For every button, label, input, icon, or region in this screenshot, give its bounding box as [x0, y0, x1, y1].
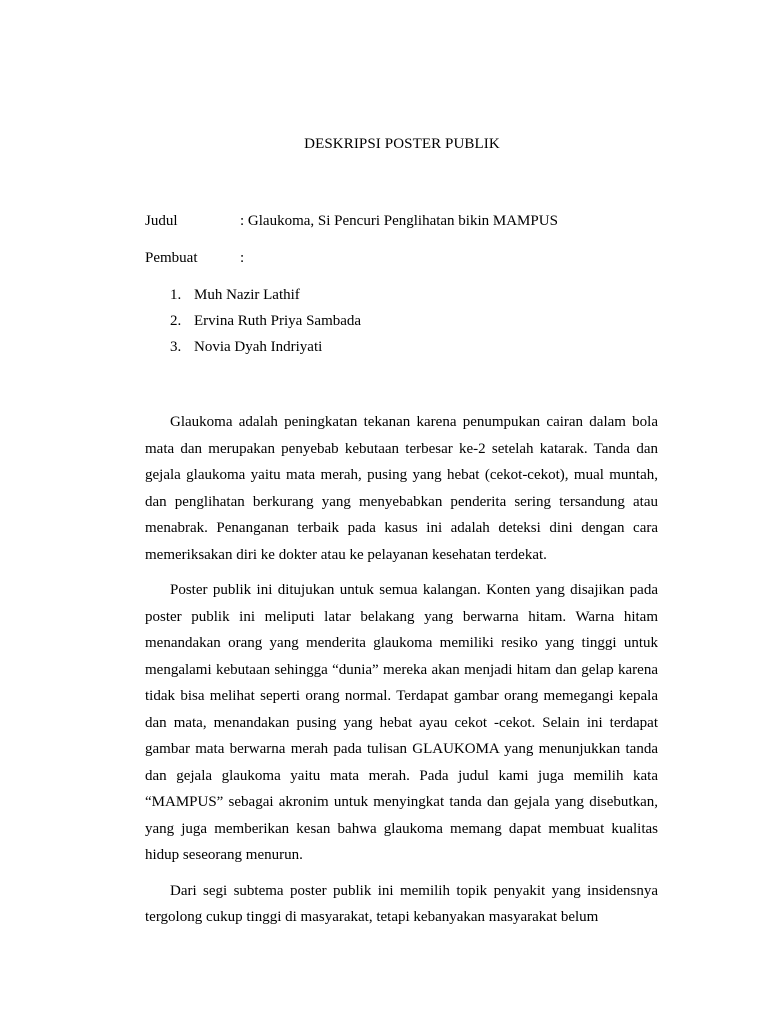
creator-list — [170, 285, 361, 363]
paragraph: Poster publik ini ditujukan untuk semua kalangan. Konten yang disajikan pada poster publik ini meliputi latar belakang yang berwarna hitam. Warna hitam menandakan orang yang menderita glaukoma memiliki resiko yang tinggi untuk mengalami kebutaan sehingga “dunia” mereka akan menjadi hitam dan gelap karena tidak bisa melihat seperti orang normal. Terdapat gambar orang memegangi kepala dan mata, menandakan pusing yang hebat ayau cekot -cekot. Selain ini terdapat gambar mata berwarna merah pada tulisan GLAUKOMA yang menunjukkan tanda dan gejala glaukoma yaitu mata merah. Pada judul kami juga memilih kata “MAMPUS” sebagai akronim untuk menyingkat tanda dan gejala yang disebutkan, yang juga memberikan kesan bahwa glaukoma memang dapat membuat kualitas hidup seseorang menurun. — [145, 582, 658, 863]
creator-name: Muh Nazir Lathif — [194, 287, 300, 303]
paragraph: Dari segi subtema poster publik ini memilih topik penyakit yang insidensnya tergolong cukup tinggi di masyarakat, tetapi kebanyakan masyarakat belum — [145, 882, 658, 925]
list-item — [170, 285, 361, 311]
document-body — [145, 409, 658, 940]
judul-label: Judul — [145, 213, 178, 229]
list-item — [170, 337, 361, 363]
list-number: 3. — [170, 339, 182, 355]
document-title: DESKRIPSI POSTER PUBLIK — [304, 136, 500, 152]
paragraph: Glaukoma adalah peningkatan tekanan karena penumpukan cairan dalam bola mata dan merupakan penyebab kebutaan terbesar ke-2 setelah katarak. Tanda dan gejala glaukoma yaitu mata merah, pusing yang hebat (cekot-cekot), mual muntah, dan penglihatan berkurang yang menyebabkan penderita sering tersandung atau menabrak. Penanganan terbaik pada kasus ini adalah deteksi dini dengan cara memeriksakan diri ke dokter atau ke pelayanan kesehatan terdekat. — [145, 414, 658, 563]
creator-name: Novia Dyah Indriyati — [194, 339, 323, 355]
pembuat-label: Pembuat — [145, 250, 198, 266]
list-number: 2. — [170, 313, 182, 329]
judul-value: : Glaukoma, Si Pencuri Penglihatan bikin MAMPUS — [240, 213, 558, 229]
list-item — [170, 311, 361, 337]
pembuat-value: : — [240, 250, 245, 266]
list-number: 1. — [170, 287, 182, 303]
creator-name: Ervina Ruth Priya Sambada — [194, 313, 362, 329]
